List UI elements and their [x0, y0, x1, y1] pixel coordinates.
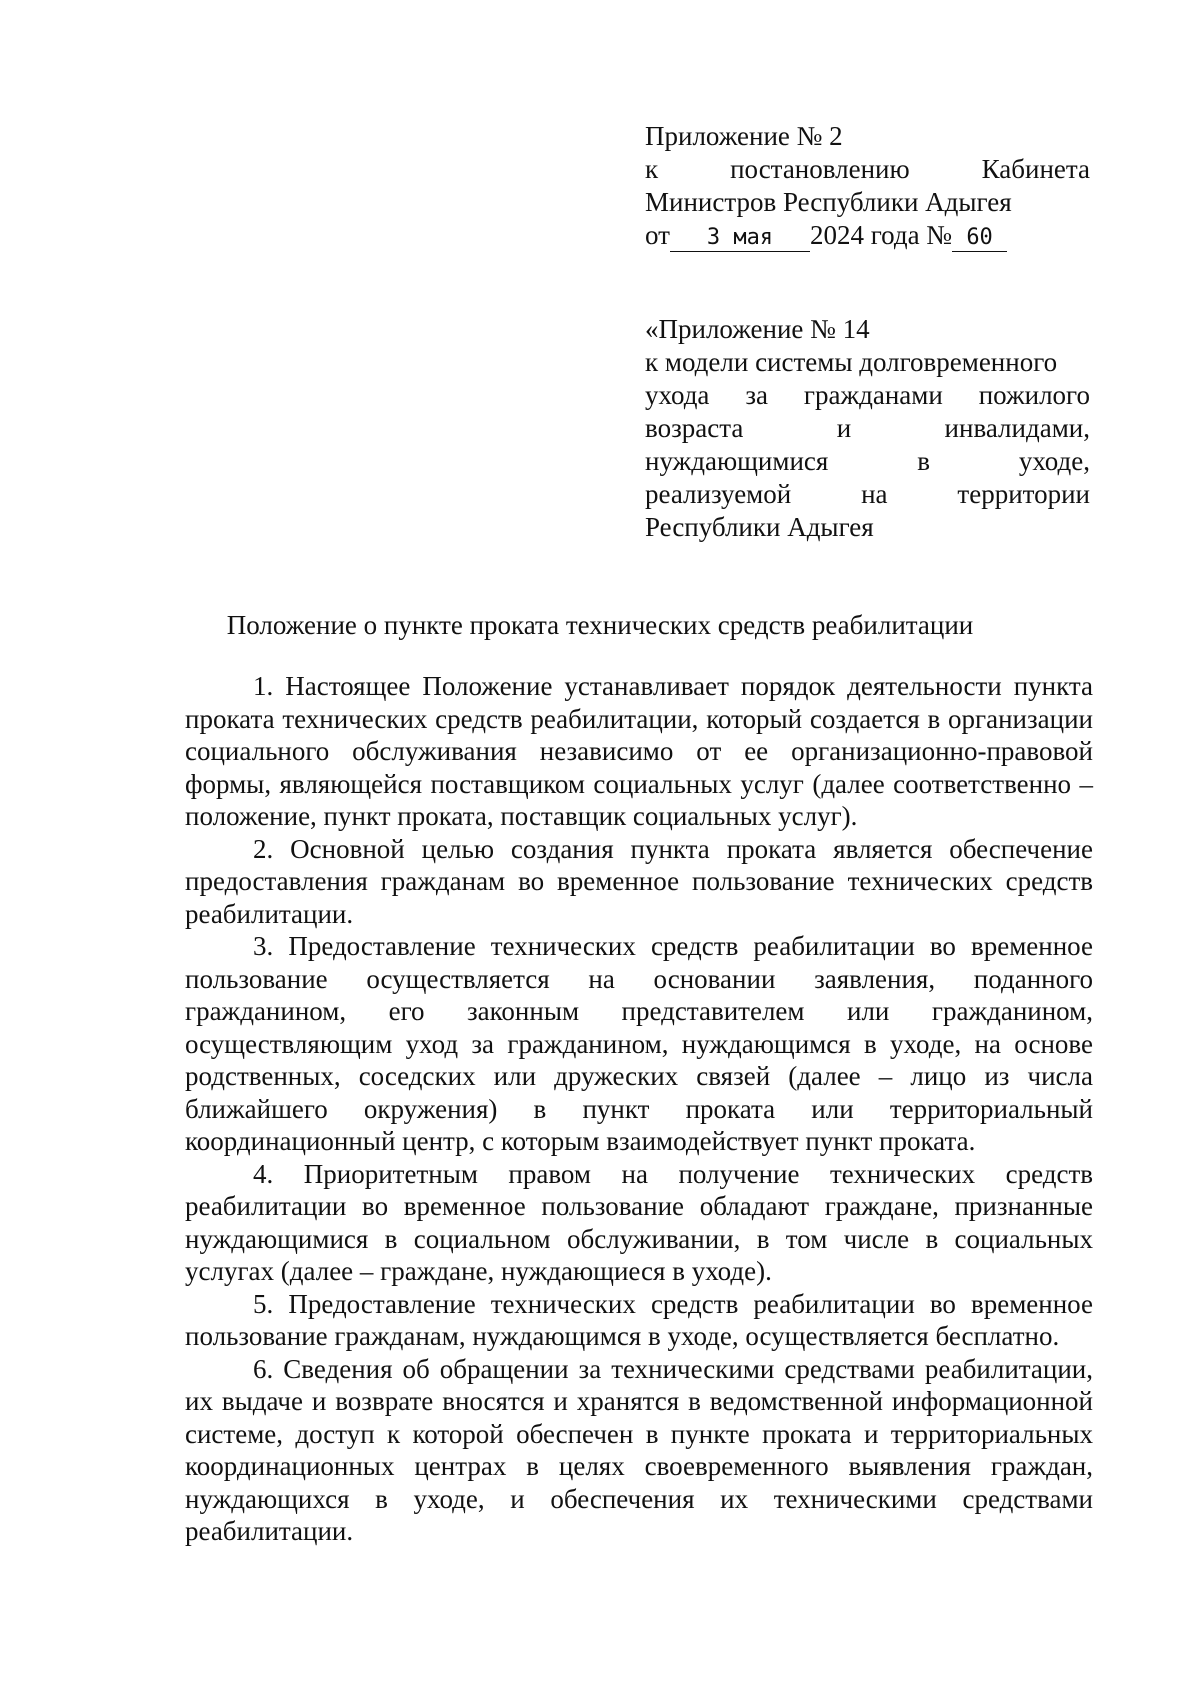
word: возраста	[645, 413, 744, 443]
paragraph-6: 6. Сведения об обращении за техническими средствами реабилитации, их выдаче и возврате вносятся и хранятся в ведомственной информационной системе, доступ к которой обеспечен в пункте проката и территориальных координационных центрах в целях своевременного выявления граждан, нуждающихся в уходе, и обеспечения их техническими средствами реабилитации.	[185, 1353, 1093, 1546]
paragraph-1: 1. Настоящее Положение устанавливает порядок деятельности пункта проката технических средств реабилитации, который создается в организации социального обслуживания независимо от ее организационно-правовой формы, являющейся поставщиком социальных услуг (далее соответственно – положение, пункт проката, поставщик социальных услуг).	[185, 671, 1093, 831]
word: реализуемой	[645, 479, 792, 509]
document-title: Положение о пункте проката технических средств реабилитации	[226, 610, 974, 640]
word: на	[861, 479, 888, 509]
word: и	[836, 413, 852, 443]
word: уходе,	[1018, 446, 1090, 476]
attachment-header	[645, 120, 1090, 252]
word: нуждающимися	[645, 446, 829, 476]
paragraph-3: 3. Предоставление технических средств реабилитации во временное пользование осуществляется на основании заявления, поданного гражданином, его законным представителем или гражданином, осуществляющим уход за гражданином, нуждающимся в уходе, на основе родственных, соседских или дружеских связей (далее – лицо из числа ближайшего окружения) в пункт проката или территориальный координационный центр, с которым взаимодействует пункт проката.	[185, 931, 1093, 1156]
document-body	[185, 670, 1093, 1548]
appendix-line: к модели системы долговременного	[645, 347, 1058, 377]
attachment-number: Приложение № 2	[645, 121, 843, 151]
paragraph-5: 5. Предоставление технических средств реабилитации во временное пользование гражданам, нуждающимся в уходе, осуществляется бесплатно.	[185, 1288, 1093, 1351]
word: в	[917, 446, 930, 476]
attachment-issuer: Министров Республики Адыгея	[645, 187, 1012, 217]
date-prefix: от	[645, 220, 670, 250]
word: ухода	[645, 380, 710, 410]
attachment-date-line	[645, 219, 1090, 252]
word: пожилого	[978, 380, 1090, 410]
attachment-reference	[645, 153, 1090, 186]
word: к	[645, 154, 659, 184]
appendix-number: «Приложение № 14	[645, 314, 870, 344]
appendix-line	[645, 379, 1090, 412]
word: гражданами	[803, 380, 943, 410]
appendix-line	[645, 478, 1090, 511]
date-handwritten-field: 3 мая	[670, 225, 810, 252]
appendix-line: Республики Адыгея	[645, 512, 874, 542]
number-handwritten-field: 60	[952, 225, 1007, 252]
date-middle-text: 2024 года №	[809, 220, 953, 250]
word: постановлению	[730, 154, 910, 184]
appendix-line	[645, 445, 1090, 478]
word: Кабинета	[981, 154, 1090, 184]
word: территории	[957, 479, 1090, 509]
paragraph-4: 4. Приоритетным правом на получение технических средств реабилитации во временное пользование обладают граждане, признанные нуждающимися в социальном обслуживании, в том числе в социальных услугах (далее – граждане, нуждающиеся в уходе).	[185, 1158, 1093, 1286]
word: за	[745, 380, 768, 410]
word: инвалидами,	[944, 413, 1090, 443]
appendix-line	[645, 412, 1090, 445]
paragraph-2: 2. Основной целью создания пункта проката является обеспечение предоставления гражданам во временное пользование технических средств реабилитации.	[185, 833, 1093, 929]
appendix-header	[645, 313, 1090, 544]
